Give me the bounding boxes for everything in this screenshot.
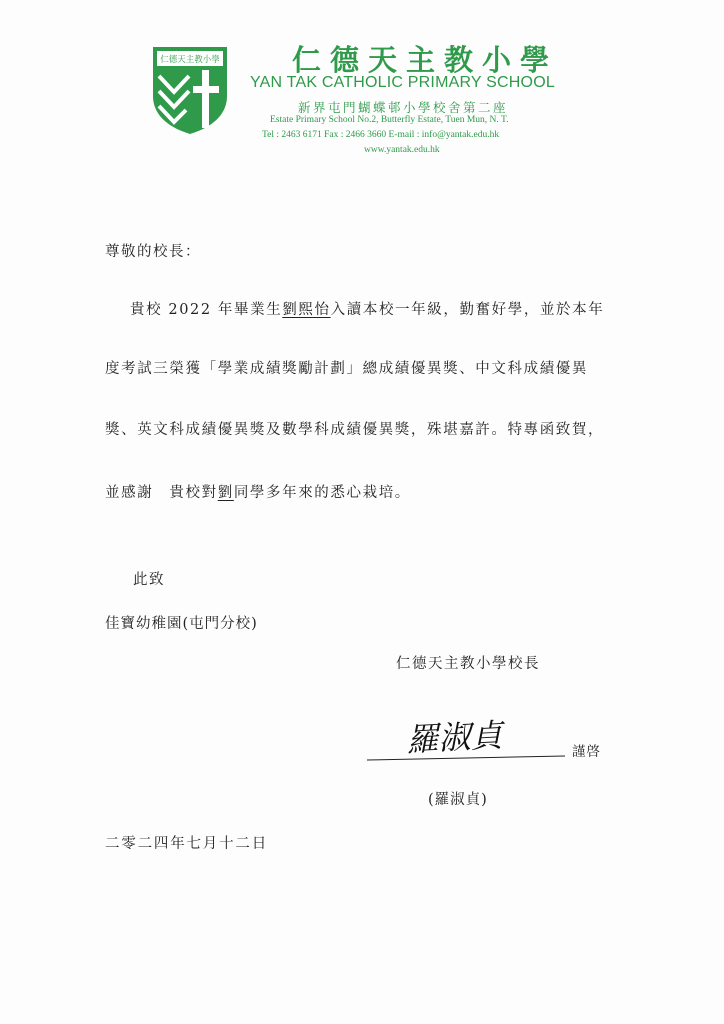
body-text: 並感謝 貴校對	[105, 485, 218, 501]
body-line-4	[105, 483, 411, 503]
body-text: 入讀本校一年級，勤奮好學，並於本年	[330, 302, 605, 318]
student-surname: 劉	[217, 485, 234, 501]
recipient: 佳寶幼稚園(屯門分校)	[105, 616, 258, 632]
address-chinese: 新界屯門蝴蝶邨小學校舍第二座	[298, 100, 509, 115]
contact-line: Tel : 2463 6171 Fax : 2466 3660 E-mail : info@yantak.edu.hk	[262, 130, 500, 140]
body-line-1	[130, 300, 604, 320]
signer-name: (羅淑貞)	[428, 792, 488, 808]
school-name-chinese: 仁德天主教小學	[292, 43, 559, 77]
body-line-3: 獎、英文科成績優異獎及數學科成績優異獎，殊堪嘉許。特專函致賀，	[105, 422, 605, 438]
signature	[365, 708, 570, 772]
body-text: 同學多年來的悉心栽培。	[233, 485, 411, 501]
salutation: 尊敬的校長：	[105, 244, 201, 260]
signer-title: 仁德天主教小學校長	[396, 656, 540, 672]
body-text: 貴校 2022 年畢業生	[130, 302, 283, 318]
address-english: Estate Primary School No.2, Butterfly Estate, Tuen Mun, N. T.	[270, 115, 509, 125]
closing: 此致	[133, 572, 165, 588]
sign-off: 謹啓	[572, 744, 601, 760]
signature-text: 羅淑貞	[405, 716, 504, 760]
body-line-2: 度考試三榮獲「學業成績獎勵計劃」總成績優異獎、中文科成績優異	[105, 361, 588, 377]
website-link[interactable]: www.yantak.edu.hk	[364, 145, 440, 155]
crest-text: 仁德天主教小學	[160, 55, 220, 65]
student-name: 劉熙怡	[282, 302, 331, 318]
letter-date: 二零二四年七月十二日	[105, 836, 268, 852]
letterhead	[0, 0, 724, 170]
school-name-english: YAN TAK CATHOLIC PRIMARY SCHOOL	[250, 74, 555, 91]
school-crest-icon	[150, 44, 230, 136]
